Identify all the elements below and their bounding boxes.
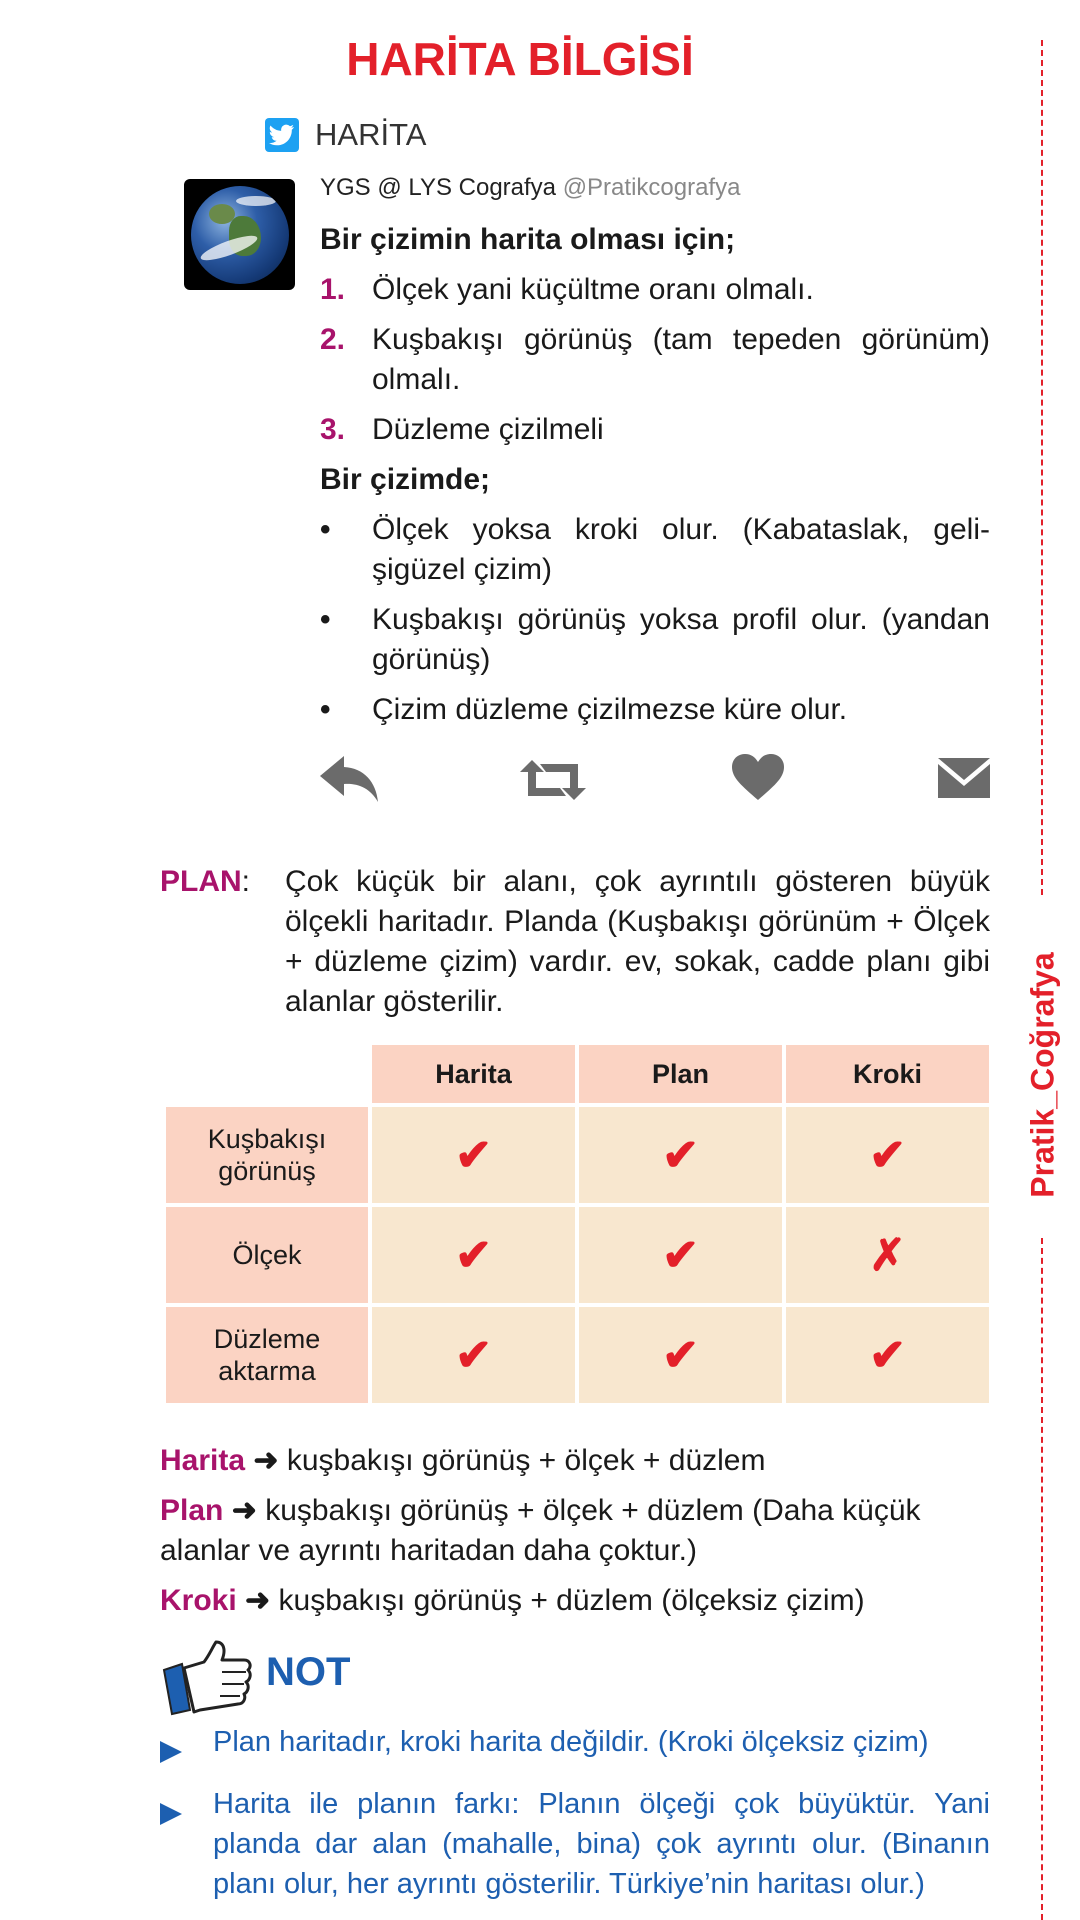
list-item: • Çizim düzleme çizilmezse küre olur.: [320, 693, 848, 726]
tweet-heading-1: Bir çizimin harita olması için;: [320, 223, 736, 256]
list-item: • Kuşbakışı görünüş yoksa profil olur. (yandan görünüş): [320, 603, 990, 676]
check-icon: ✔: [372, 1107, 575, 1203]
triangle-bullet-icon: [160, 1784, 213, 1904]
list-item: • Ölçek yoksa kroki olur. (Kabataslak, gelişigüzel çizim): [320, 513, 990, 586]
list-item: Plan haritadır, kroki harita değildir. (Kroki ölçeksiz çizim): [160, 1722, 990, 1774]
user-name: YGS @ LYS Cografya: [320, 174, 557, 201]
definitions: [160, 1441, 990, 1631]
definition-plan: Plan ➜ kuşbakışı görünüş + ölçek + düzlem (Daha küçük alanlar ve ayrıntı haritadan daha çoktur.): [160, 1494, 921, 1567]
arrow-right-icon: ➜: [231, 1494, 257, 1527]
avatar: [184, 179, 295, 290]
thumbs-up-icon: [160, 1640, 252, 1723]
dashed-guide-bottom: [1041, 1238, 1043, 1920]
check-icon: ✔: [579, 1307, 782, 1403]
tweet-actions: [318, 752, 990, 812]
column-header: Kroki: [786, 1045, 989, 1103]
list-item: Harita ile planın farkı: Planın ölçeği çok büyüktür. Yani planda dar alan (mahalle, bina) çok ayrıntı olur. (Binanın planı olur, her ayrıntı gösterilir. Türkiye’nin haritası olur.): [160, 1784, 990, 1904]
triangle-bullet-icon: [160, 1722, 213, 1774]
tweet-body: [320, 220, 990, 740]
mail-icon[interactable]: [938, 758, 990, 803]
table-corner: [166, 1045, 368, 1103]
list-item: 1. Ölçek yani küçültme oranı olmalı.: [320, 273, 814, 306]
table-row: [166, 1207, 989, 1303]
note-list: [160, 1722, 990, 1914]
side-label: Pratik_Coğrafya: [1024, 952, 1061, 1198]
page-title: HARİTA BİLGİSİ: [346, 33, 694, 85]
row-header: Kuşbakışı görünüş: [166, 1107, 368, 1203]
tweet-header: [265, 117, 426, 153]
list-item: 3. Düzleme çizilmeli: [320, 413, 604, 446]
reply-icon[interactable]: [318, 752, 382, 809]
check-icon: ✔: [786, 1307, 989, 1403]
tweet-header-label: HARİTA: [315, 117, 427, 152]
definition-kroki: Kroki ➜ kuşbakışı görünüş + düzlem (ölçeksiz çizim): [160, 1584, 865, 1617]
check-icon: ✔: [579, 1107, 782, 1203]
table-row: [166, 1307, 989, 1403]
check-icon: ✔: [372, 1207, 575, 1303]
twitter-bird-icon: [265, 118, 299, 152]
column-header: Harita: [372, 1045, 575, 1103]
note-title: NOT: [266, 1650, 351, 1694]
cross-icon: ✗: [786, 1207, 989, 1303]
column-header: Plan: [579, 1045, 782, 1103]
check-icon: ✔: [372, 1307, 575, 1403]
tweet-heading-2: Bir çizimde;: [320, 463, 491, 496]
comparison-table: [162, 1041, 993, 1407]
arrow-right-icon: ➜: [245, 1584, 271, 1617]
user-handle: @Pratikcografya: [562, 174, 741, 201]
plan-text: Çok küçük bir alanı, çok ayrıntılı gösteren büyük ölçekli haritadır. Planda (Kuşbakışı görünüm + Ölçek + düzleme çizim) vardır. ev, sokak, cadde planı gibi alanlar gösterilir.: [285, 865, 990, 1018]
dashed-guide-top: [1041, 40, 1043, 895]
definition-harita: Harita ➜ kuşbakışı görünüş + ölçek + düzlem: [160, 1444, 766, 1477]
earth-icon: [191, 186, 289, 284]
list-item: 2. Kuşbakışı görünüş (tam tepeden görünüm) olmalı.: [320, 323, 990, 396]
check-icon: ✔: [786, 1107, 989, 1203]
table-row: [166, 1107, 989, 1203]
retweet-icon[interactable]: [520, 758, 586, 807]
arrow-right-icon: ➜: [253, 1444, 279, 1477]
plan-definition: [160, 862, 990, 1022]
row-header: Düzleme aktarma: [166, 1307, 368, 1403]
tweet-user: [320, 174, 740, 202]
check-icon: ✔: [579, 1207, 782, 1303]
plan-label: PLAN:: [160, 865, 251, 898]
heart-icon[interactable]: [732, 754, 784, 807]
row-header: Ölçek: [166, 1207, 368, 1303]
